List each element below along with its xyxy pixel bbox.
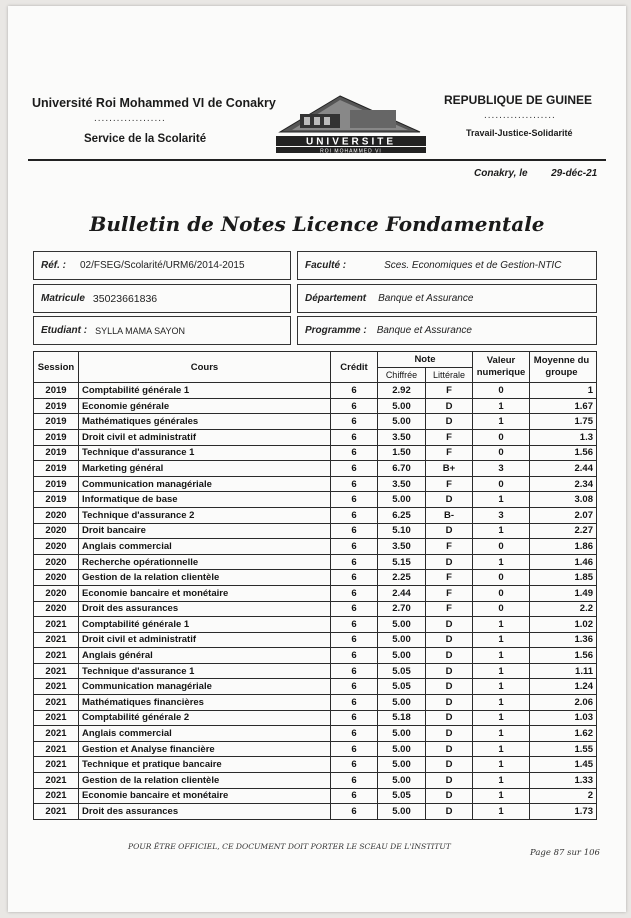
table-row	[34, 726, 597, 742]
cell-session: 2021	[34, 726, 79, 742]
ref-box	[33, 251, 291, 280]
cell-course: Droit des assurances	[79, 601, 331, 617]
cell-valeur: 1	[473, 492, 530, 508]
cell-note-chiffree: 5.05	[378, 788, 426, 804]
cell-moyenne: 1.85	[530, 570, 597, 586]
cell-credit: 6	[331, 461, 378, 477]
departement-label: Département	[305, 293, 367, 304]
cell-moyenne: 2.44	[530, 461, 597, 477]
cell-note-chiffree: 5.10	[378, 523, 426, 539]
table-row	[34, 695, 597, 711]
cell-valeur: 1	[473, 617, 530, 633]
table-row	[34, 601, 597, 617]
cell-credit: 6	[331, 383, 378, 399]
cell-note-litterale: F	[426, 570, 473, 586]
cell-valeur: 1	[473, 710, 530, 726]
cell-valeur: 3	[473, 507, 530, 523]
table-row	[34, 710, 597, 726]
cell-note-litterale: D	[426, 788, 473, 804]
cell-session: 2020	[34, 523, 79, 539]
cell-session: 2020	[34, 507, 79, 523]
table-row	[34, 804, 597, 820]
departement-value: Banque et Assurance	[378, 293, 474, 304]
cell-note-litterale: D	[426, 757, 473, 773]
cell-note-chiffree: 6.25	[378, 507, 426, 523]
cell-moyenne: 2.27	[530, 523, 597, 539]
cell-credit: 6	[331, 757, 378, 773]
cell-course: Communication managériale	[79, 476, 331, 492]
cell-moyenne: 1	[530, 383, 597, 399]
cell-course: Comptabilité générale 2	[79, 710, 331, 726]
table-row	[34, 523, 597, 539]
cell-valeur: 1	[473, 741, 530, 757]
cell-note-chiffree: 6.70	[378, 461, 426, 477]
table-row	[34, 476, 597, 492]
cell-credit: 6	[331, 539, 378, 555]
cell-valeur: 0	[473, 476, 530, 492]
cell-valeur: 1	[473, 773, 530, 789]
cell-moyenne: 1.02	[530, 617, 597, 633]
cell-moyenne: 1.33	[530, 773, 597, 789]
table-row	[34, 539, 597, 555]
cell-session: 2019	[34, 414, 79, 430]
cell-note-chiffree: 5.00	[378, 632, 426, 648]
cell-session: 2019	[34, 476, 79, 492]
ref-label: Réf. :	[41, 260, 66, 271]
cell-session: 2021	[34, 679, 79, 695]
cell-note-chiffree: 1.50	[378, 445, 426, 461]
cell-course: Gestion de la relation clientèle	[79, 773, 331, 789]
cell-session: 2021	[34, 695, 79, 711]
matricule-label: Matricule	[41, 293, 85, 304]
cell-course: Comptabilité générale 1	[79, 617, 331, 633]
cell-moyenne: 1.62	[530, 726, 597, 742]
cell-note-chiffree: 5.05	[378, 679, 426, 695]
table-row	[34, 585, 597, 601]
table-row	[34, 554, 597, 570]
cell-credit: 6	[331, 398, 378, 414]
cell-session: 2020	[34, 601, 79, 617]
cell-course: Technique d'assurance 1	[79, 663, 331, 679]
cell-moyenne: 1.75	[530, 414, 597, 430]
cell-valeur: 0	[473, 570, 530, 586]
cell-note-chiffree: 5.00	[378, 398, 426, 414]
table-row	[34, 788, 597, 804]
cell-note-litterale: D	[426, 679, 473, 695]
cell-course: Droit bancaire	[79, 523, 331, 539]
cell-valeur: 0	[473, 383, 530, 399]
cell-note-chiffree: 5.00	[378, 757, 426, 773]
cell-valeur: 0	[473, 601, 530, 617]
cell-note-litterale: D	[426, 663, 473, 679]
cell-course: Gestion de la relation clientèle	[79, 570, 331, 586]
cell-course: Droit des assurances	[79, 804, 331, 820]
cell-note-chiffree: 5.00	[378, 492, 426, 508]
table-row	[34, 383, 597, 399]
cell-moyenne: 1.45	[530, 757, 597, 773]
date-line	[474, 168, 597, 179]
header-note: Note	[378, 352, 473, 368]
cell-course: Gestion et Analyse financière	[79, 741, 331, 757]
cell-note-litterale: B+	[426, 461, 473, 477]
cell-credit: 6	[331, 617, 378, 633]
cell-session: 2019	[34, 429, 79, 445]
table-row	[34, 773, 597, 789]
cell-credit: 6	[331, 773, 378, 789]
cell-note-chiffree: 3.50	[378, 476, 426, 492]
cell-note-chiffree: 5.00	[378, 648, 426, 664]
header-chiffree: Chiffrée	[378, 367, 426, 383]
cell-course: Recherche opérationnelle	[79, 554, 331, 570]
document-page	[8, 6, 626, 912]
table-row	[34, 663, 597, 679]
cell-moyenne: 1.86	[530, 539, 597, 555]
cell-credit: 6	[331, 429, 378, 445]
cell-credit: 6	[331, 585, 378, 601]
cell-credit: 6	[331, 804, 378, 820]
cell-course: Technique d'assurance 2	[79, 507, 331, 523]
cell-credit: 6	[331, 570, 378, 586]
cell-course: Mathématiques financières	[79, 695, 331, 711]
issue-date: 29-déc-21	[551, 168, 598, 179]
table-row	[34, 648, 597, 664]
cell-session: 2021	[34, 741, 79, 757]
dotted-separator-left: ...................	[94, 113, 166, 124]
cell-session: 2019	[34, 383, 79, 399]
cell-session: 2021	[34, 648, 79, 664]
cell-credit: 6	[331, 492, 378, 508]
cell-course: Economie bancaire et monétaire	[79, 585, 331, 601]
cell-note-litterale: B-	[426, 507, 473, 523]
cell-valeur: 1	[473, 523, 530, 539]
cell-session: 2021	[34, 663, 79, 679]
republic-name: REPUBLIQUE DE GUINEE	[444, 93, 593, 107]
cell-note-chiffree: 5.00	[378, 695, 426, 711]
cell-valeur: 1	[473, 648, 530, 664]
cell-note-litterale: F	[426, 445, 473, 461]
cell-credit: 6	[331, 414, 378, 430]
cell-course: Communication managériale	[79, 679, 331, 695]
cell-session: 2021	[34, 632, 79, 648]
faculte-label: Faculté :	[305, 260, 347, 271]
departement-box	[297, 284, 597, 313]
cell-course: Anglais commercial	[79, 539, 331, 555]
cell-moyenne: 1.46	[530, 554, 597, 570]
cell-course: Technique et pratique bancaire	[79, 757, 331, 773]
header-litterale: Littérale	[426, 367, 473, 383]
cell-session: 2021	[34, 617, 79, 633]
logo-subtext: ROI MOHAMMED VI	[320, 148, 382, 155]
etudiant-box	[33, 316, 291, 345]
cell-moyenne: 1.36	[530, 632, 597, 648]
table-row	[34, 445, 597, 461]
cell-note-chiffree: 3.50	[378, 539, 426, 555]
logo-text: UNIVERSITE	[305, 136, 397, 148]
cell-course: Anglais commercial	[79, 726, 331, 742]
cell-note-litterale: D	[426, 695, 473, 711]
cell-note-chiffree: 5.00	[378, 726, 426, 742]
cell-note-chiffree: 2.25	[378, 570, 426, 586]
cell-session: 2019	[34, 398, 79, 414]
table-row	[34, 617, 597, 633]
cell-note-litterale: F	[426, 601, 473, 617]
cell-course: Droit civil et administratif	[79, 632, 331, 648]
cell-note-chiffree: 3.50	[378, 429, 426, 445]
cell-valeur: 1	[473, 632, 530, 648]
cell-valeur: 1	[473, 757, 530, 773]
cell-moyenne: 1.67	[530, 398, 597, 414]
table-row	[34, 492, 597, 508]
cell-note-litterale: D	[426, 617, 473, 633]
cell-credit: 6	[331, 507, 378, 523]
cell-session: 2020	[34, 570, 79, 586]
table-row	[34, 632, 597, 648]
cell-valeur: 0	[473, 445, 530, 461]
university-logo	[270, 92, 430, 163]
table-row	[34, 741, 597, 757]
table-row	[34, 398, 597, 414]
cell-note-litterale: D	[426, 726, 473, 742]
cell-note-litterale: F	[426, 539, 473, 555]
cell-credit: 6	[331, 695, 378, 711]
cell-course: Anglais général	[79, 648, 331, 664]
cell-note-litterale: D	[426, 554, 473, 570]
etudiant-label: Etudiant :	[41, 325, 88, 336]
cell-note-litterale: D	[426, 648, 473, 664]
cell-valeur: 1	[473, 554, 530, 570]
cell-moyenne: 2.06	[530, 695, 597, 711]
header-valeur: Valeur numerique	[473, 352, 530, 383]
cell-moyenne: 1.11	[530, 663, 597, 679]
cell-course: Droit civil et administratif	[79, 429, 331, 445]
programme-box	[297, 316, 597, 345]
cell-moyenne: 1.49	[530, 585, 597, 601]
table-row	[34, 414, 597, 430]
cell-note-litterale: D	[426, 773, 473, 789]
cell-credit: 6	[331, 648, 378, 664]
table-row	[34, 679, 597, 695]
cell-moyenne: 1.24	[530, 679, 597, 695]
cell-session: 2020	[34, 585, 79, 601]
cell-moyenne: 1.56	[530, 648, 597, 664]
cell-note-chiffree: 2.70	[378, 601, 426, 617]
cell-note-chiffree: 2.44	[378, 585, 426, 601]
cell-credit: 6	[331, 726, 378, 742]
header-moyenne: Moyenne du groupe	[530, 352, 597, 383]
cell-moyenne: 2	[530, 788, 597, 804]
header-credit: Crédit	[331, 352, 378, 383]
university-name: Université Roi Mohammed VI de Conakry	[32, 96, 276, 110]
cell-course: Economie générale	[79, 398, 331, 414]
cell-note-litterale: F	[426, 585, 473, 601]
cell-credit: 6	[331, 710, 378, 726]
cell-note-litterale: D	[426, 710, 473, 726]
cell-credit: 6	[331, 523, 378, 539]
cell-credit: 6	[331, 554, 378, 570]
cell-credit: 6	[331, 663, 378, 679]
table-row	[34, 570, 597, 586]
etudiant-value: SYLLA MAMA SAYON	[95, 325, 185, 336]
cell-session: 2020	[34, 539, 79, 555]
header-session: Session	[34, 352, 79, 383]
ref-value: 02/FSEG/Scolarité/URM6/2014-2015	[80, 260, 245, 271]
cell-credit: 6	[331, 632, 378, 648]
page-number: Page 87 sur 106	[530, 848, 600, 858]
cell-moyenne: 1.3	[530, 429, 597, 445]
grades-table	[33, 351, 597, 820]
service-name: Service de la Scolarité	[84, 133, 207, 145]
faculte-value: Sces. Economiques et de Gestion-NTIC	[384, 260, 562, 271]
matricule-value: 35023661836	[92, 292, 158, 305]
table-row	[34, 461, 597, 477]
cell-course: Comptabilité générale 1	[79, 383, 331, 399]
cell-course: Mathématiques générales	[79, 414, 331, 430]
cell-note-litterale: F	[426, 429, 473, 445]
cell-moyenne: 1.73	[530, 804, 597, 820]
cell-session: 2021	[34, 788, 79, 804]
cell-course: Technique d'assurance 1	[79, 445, 331, 461]
cell-note-litterale: D	[426, 492, 473, 508]
cell-valeur: 0	[473, 585, 530, 601]
cell-note-chiffree: 5.00	[378, 804, 426, 820]
grades-body	[34, 383, 597, 820]
cell-note-litterale: D	[426, 632, 473, 648]
cell-note-chiffree: 5.00	[378, 617, 426, 633]
cell-session: 2021	[34, 773, 79, 789]
cell-note-chiffree: 5.05	[378, 663, 426, 679]
cell-session: 2019	[34, 445, 79, 461]
cell-session: 2021	[34, 710, 79, 726]
cell-note-litterale: D	[426, 398, 473, 414]
cell-note-litterale: F	[426, 476, 473, 492]
cell-note-chiffree: 5.00	[378, 741, 426, 757]
cell-note-litterale: F	[426, 383, 473, 399]
cell-note-litterale: D	[426, 741, 473, 757]
national-motto: Travail-Justice-Solidarité	[466, 128, 573, 138]
table-row	[34, 429, 597, 445]
cell-note-litterale: D	[426, 414, 473, 430]
official-seal-note: POUR ÊTRE OFFICIEL, CE DOCUMENT DOIT PORTER LE SCEAU DE L'INSTITUT	[128, 842, 451, 851]
header-divider	[28, 159, 606, 161]
cell-valeur: 1	[473, 788, 530, 804]
cell-course: Economie bancaire et monétaire	[79, 788, 331, 804]
cell-credit: 6	[331, 679, 378, 695]
cell-session: 2019	[34, 492, 79, 508]
table-row	[34, 507, 597, 523]
programme-label: Programme :	[305, 325, 367, 336]
cell-valeur: 3	[473, 461, 530, 477]
cell-credit: 6	[331, 601, 378, 617]
cell-course: Marketing général	[79, 461, 331, 477]
cell-course: Informatique de base	[79, 492, 331, 508]
faculte-box	[297, 251, 597, 280]
cell-moyenne: 2.2	[530, 601, 597, 617]
cell-valeur: 1	[473, 414, 530, 430]
cell-note-chiffree: 5.18	[378, 710, 426, 726]
cell-note-litterale: D	[426, 523, 473, 539]
cell-moyenne: 2.07	[530, 507, 597, 523]
cell-credit: 6	[331, 476, 378, 492]
header-cours: Cours	[79, 352, 331, 383]
cell-note-chiffree: 5.00	[378, 773, 426, 789]
programme-value: Banque et Assurance	[376, 325, 472, 336]
document-title: Bulletin de Notes Licence Fondamentale	[89, 212, 545, 236]
cell-valeur: 1	[473, 679, 530, 695]
place-label: Conakry, le	[474, 168, 528, 179]
cell-valeur: 0	[473, 539, 530, 555]
cell-credit: 6	[331, 445, 378, 461]
cell-moyenne: 2.34	[530, 476, 597, 492]
table-row	[34, 757, 597, 773]
cell-valeur: 1	[473, 804, 530, 820]
cell-moyenne: 1.56	[530, 445, 597, 461]
matricule-box	[33, 284, 291, 313]
cell-note-chiffree: 5.15	[378, 554, 426, 570]
cell-valeur: 1	[473, 663, 530, 679]
cell-session: 2021	[34, 757, 79, 773]
cell-moyenne: 1.55	[530, 741, 597, 757]
cell-session: 2021	[34, 804, 79, 820]
cell-note-chiffree: 5.00	[378, 414, 426, 430]
cell-valeur: 1	[473, 726, 530, 742]
cell-valeur: 1	[473, 695, 530, 711]
cell-moyenne: 3.08	[530, 492, 597, 508]
cell-note-litterale: D	[426, 804, 473, 820]
cell-credit: 6	[331, 788, 378, 804]
cell-session: 2019	[34, 461, 79, 477]
cell-valeur: 1	[473, 398, 530, 414]
cell-valeur: 0	[473, 429, 530, 445]
cell-credit: 6	[331, 741, 378, 757]
cell-moyenne: 1.03	[530, 710, 597, 726]
cell-note-chiffree: 2.92	[378, 383, 426, 399]
cell-session: 2020	[34, 554, 79, 570]
dotted-separator-right: ...................	[484, 110, 556, 121]
